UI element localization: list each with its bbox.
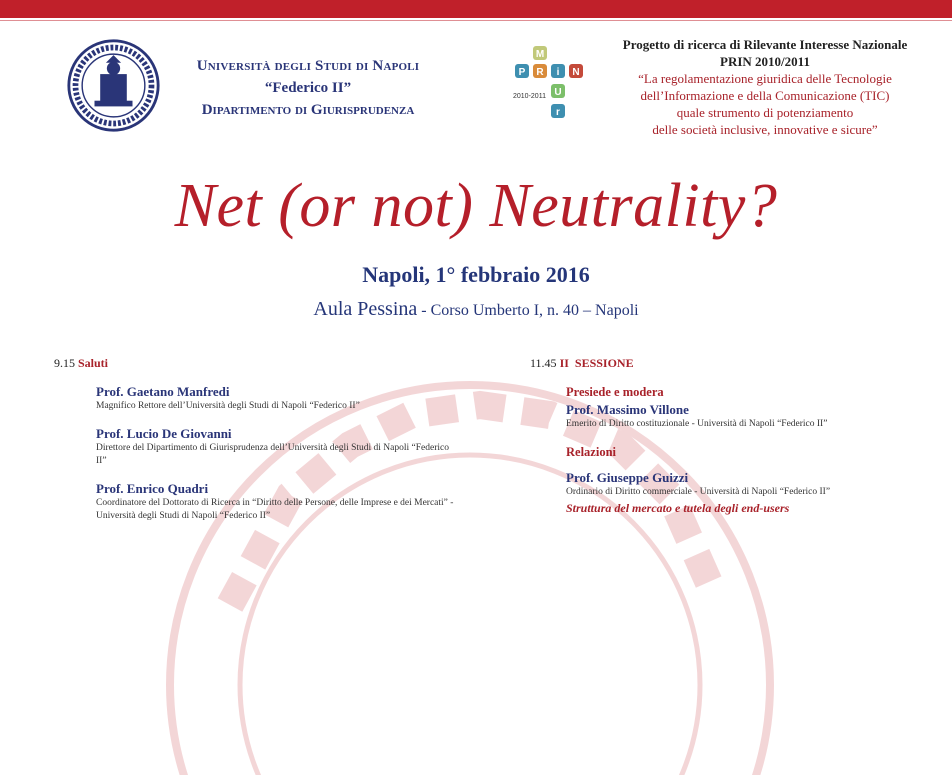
session-title: Saluti <box>78 356 109 370</box>
speaker-name: Prof. Massimo Villone <box>566 402 689 417</box>
prin-logo <box>495 44 585 136</box>
chair-label: Presiede e modera <box>566 385 664 399</box>
university-seal-logo <box>66 38 161 133</box>
university-subtitle: “Federico II” <box>264 80 352 96</box>
department-name: Dipartimento di Giurisprudenza <box>201 102 415 118</box>
university-name: Università degli Studi di Napoli <box>196 58 420 74</box>
university-heading <box>168 55 448 121</box>
speaker-name: Prof. Lucio De Giovanni <box>96 426 232 441</box>
event-location <box>0 298 952 321</box>
prin-letter: P <box>518 67 526 78</box>
talk-title: Struttura del mercato e tutela degli end-users <box>566 501 790 515</box>
talks-label: Relazioni <box>566 445 616 459</box>
project-title-line: quale strumento di potenziamento <box>676 105 854 120</box>
venue-address: - Corso Umberto I, n. 40 – Napoli <box>417 302 639 319</box>
speaker-role: Magnifico Rettore dell’Università degli Studi di Napoli “Federico II” <box>96 401 360 411</box>
speaker-entry <box>96 481 454 523</box>
prin-letter: R <box>536 67 544 78</box>
project-description <box>600 36 930 138</box>
session-time: 11.45 <box>530 356 557 370</box>
program-left-column <box>54 356 454 523</box>
project-heading: Progetto di ricerca di Rilevante Interesse Nazionale <box>622 37 908 52</box>
event-title: Net (or not) Neutrality? <box>174 172 778 240</box>
speaker-entry <box>566 470 930 516</box>
session-title: II SESSIONE <box>559 356 634 370</box>
speaker-role: Ordinario di Diritto commerciale - Università di Napoli “Federico II” <box>566 487 831 497</box>
speaker-entry <box>96 384 454 413</box>
speaker-role: Direttore del Dipartimento di Giurisprudenza dell’Università degli Studi di Napoli “Federico II” <box>96 443 449 466</box>
prin-letter: M <box>535 49 545 60</box>
event-date: Napoli, 1° febbraio 2016 <box>362 262 590 287</box>
speaker-role: Emerito di Diritto costituzionale - Università di Napoli “Federico II” <box>566 419 828 429</box>
session-time: 9.15 <box>54 356 75 370</box>
prin-letter: U <box>554 87 562 98</box>
project-title-line: dell’Informazione e della Comunicazione (TIC) <box>640 88 890 103</box>
prin-letter: i <box>556 67 560 78</box>
project-code: PRIN 2010/2011 <box>720 54 810 69</box>
speaker-entry <box>566 402 930 431</box>
session-header <box>530 356 930 371</box>
top-banner <box>0 0 952 18</box>
project-title-line: delle società inclusive, innovative e sicure” <box>652 122 878 137</box>
speaker-name: Prof. Giuseppe Guizzi <box>566 470 689 485</box>
project-title-line: “La regolamentazione giuridica delle Tecnologie <box>638 71 892 86</box>
venue-name: Aula Pessina <box>313 298 418 320</box>
speaker-entry <box>96 426 454 468</box>
speaker-name: Prof. Enrico Quadri <box>96 481 209 496</box>
prin-letter: r <box>556 107 560 118</box>
top-banner-rule <box>0 20 952 21</box>
speaker-role: Coordinatore del Dottorato di Ricerca in “Diritto delle Persone, delle Imprese e dei Mercati” - Università degli Studi di Napoli “Federico II” <box>96 498 454 521</box>
session-header <box>54 356 454 371</box>
prin-letter: N <box>572 67 580 78</box>
prin-logo-years: 2010-2011 <box>513 93 546 100</box>
program-right-column <box>530 356 930 516</box>
speaker-name: Prof. Gaetano Manfredi <box>96 384 230 399</box>
